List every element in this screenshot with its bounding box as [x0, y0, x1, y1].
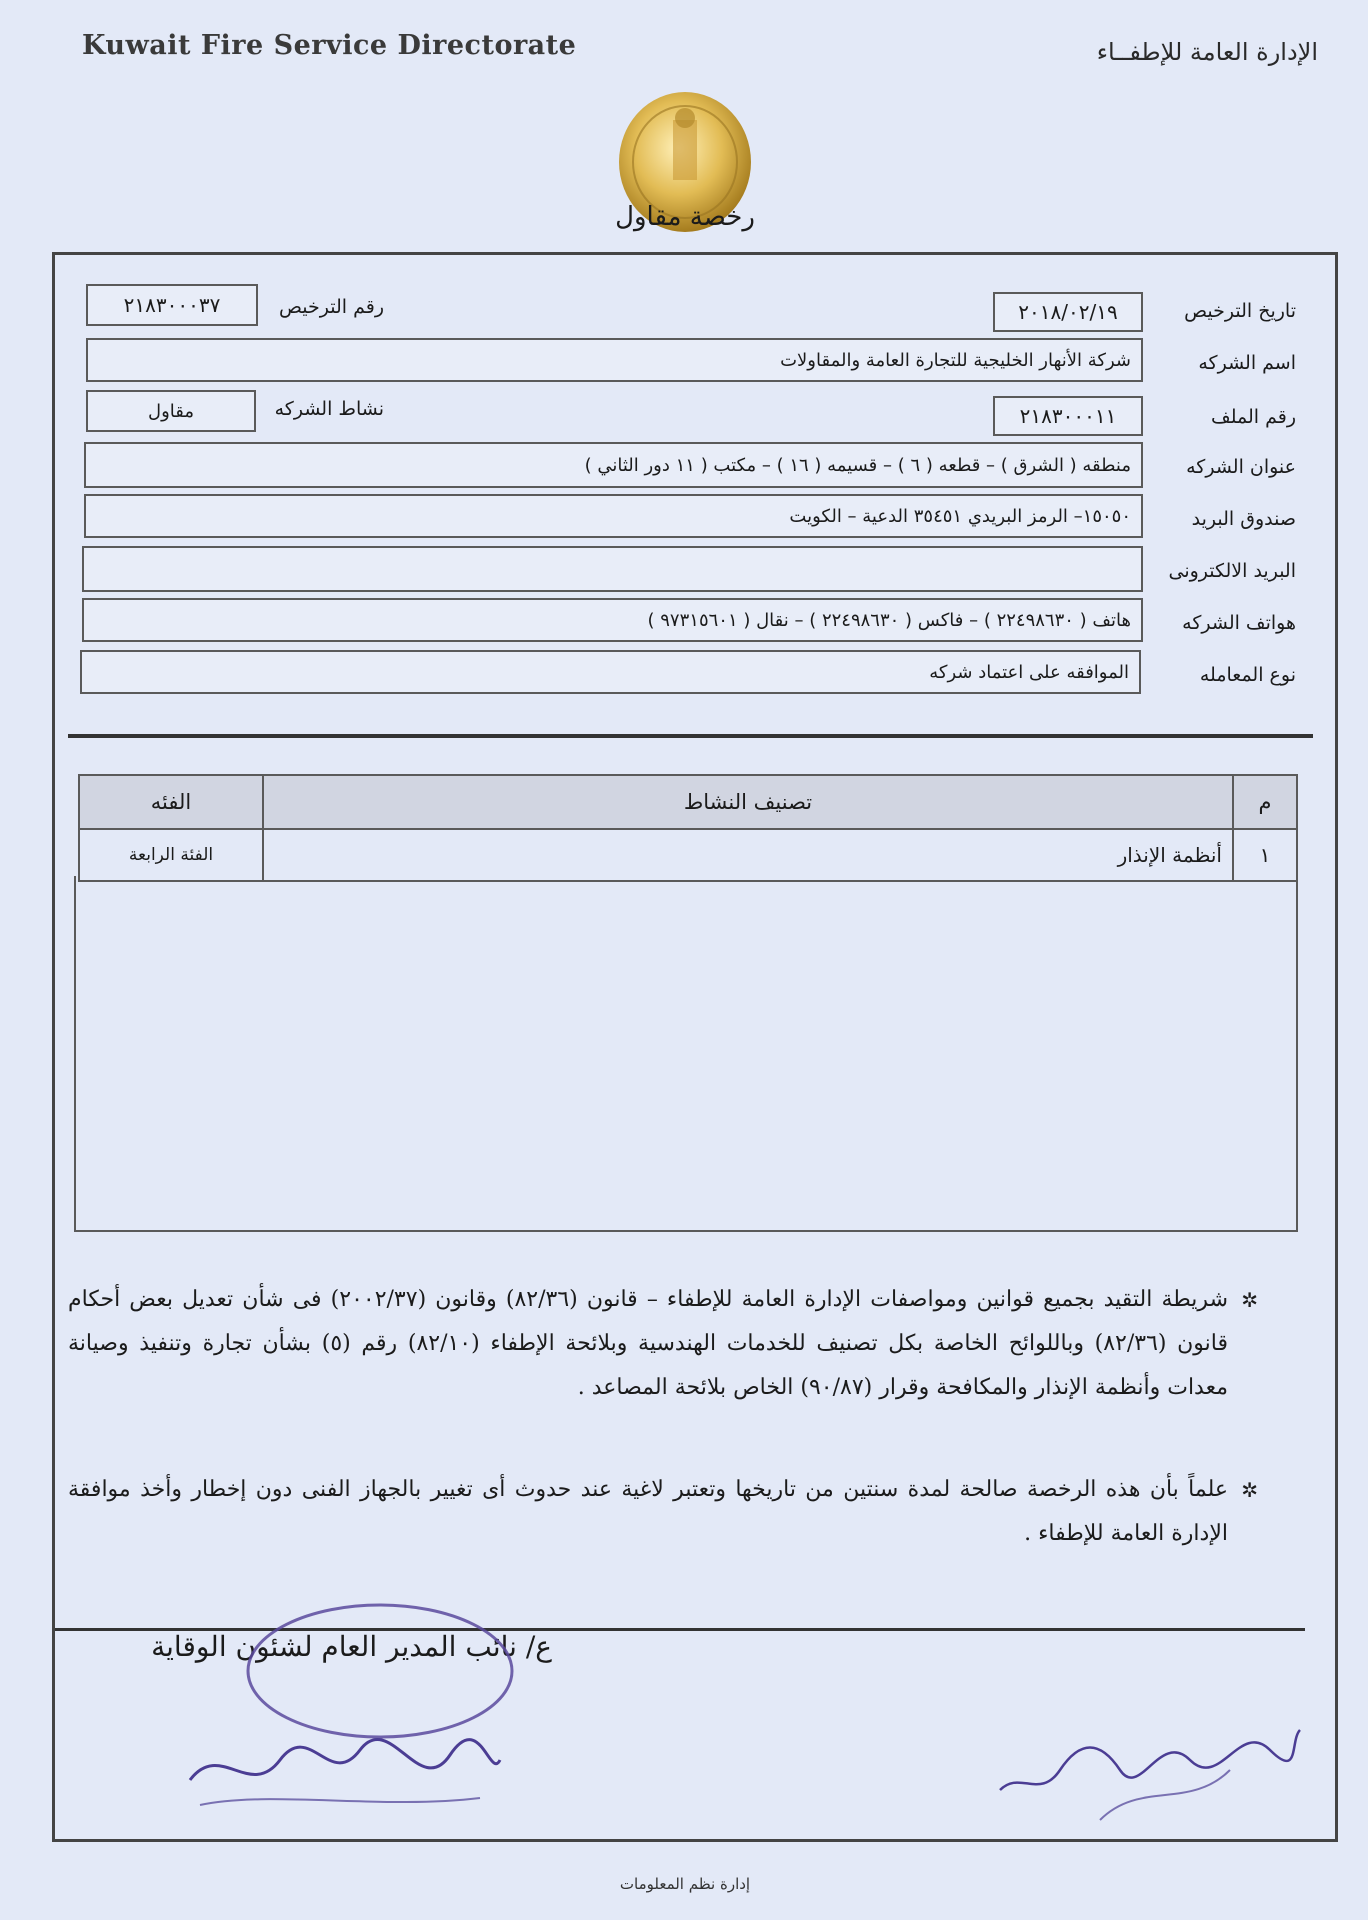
signature-prefix: ع/: [525, 1630, 552, 1663]
org-name-english: Kuwait Fire Service Directorate: [82, 30, 577, 61]
license-date-label: تاريخ الترخيص: [1184, 300, 1296, 322]
transaction-type-label: نوع المعامله: [1199, 664, 1296, 686]
note-text-2: علماً بأن هذه الرخصة صالحة لمدة سنتين من تاريخها وتعتبر لاغية عند حدوث أى تغيير بالجهاز الفنى دون إخطار وأخذ موافقة الإدارة العامة للإطفاء .: [68, 1477, 1228, 1546]
license-date-value: ٢٠١٨/٠٢/١٩: [993, 292, 1143, 332]
row-activity: أنظمة الإنذار: [263, 829, 1233, 881]
document-title: رخصة مقاول: [615, 202, 755, 232]
handwritten-date-signature: [990, 1710, 1310, 1830]
license-no-value: ٢١٨٣٠٠٠٣٧: [86, 284, 258, 326]
address-value: منطقه ( الشرق ) – قطعه ( ٦ ) – قسيمه ( ١٦ ) – مكتب ( ١١ دور الثاني ): [84, 442, 1143, 488]
company-activity-value: مقاول: [86, 390, 256, 432]
license-no-label: رقم الترخيص: [279, 296, 384, 318]
po-box-value: ١٥٠٥٠– الرمز البريدي ٣٥٤٥١ الدعية – الكويت: [84, 494, 1143, 538]
bullet-icon: ✲: [1241, 1478, 1258, 1502]
handwritten-signature-name: [180, 1720, 510, 1820]
file-no-value: ٢١٨٣٠٠٠١١: [993, 396, 1143, 436]
classification-table: [78, 774, 1298, 882]
footer-department: إدارة نظم المعلومات: [619, 1875, 751, 1893]
note-text-1: شريطة التقيد بجميع قوانين ومواصفات الإدارة العامة للإطفاء – قانون (٨٢/٣٦) وقانون (٢٠٠٢/٣٧) فى شأن تعديل بعض أحكام قانون (٨٢/٣٦) وباللوائح الخاصة بكل تصنيف للخدمات الهندسية وبلائحة الإطفاء (٨٢/١٠) رقم (٥) بشأن تجارة وتنفيذ وصيانة معدات وأنظمة الإنذار والمكافحة وقرار (٩٠/٨٧) الخاص بلائحة المصاعد .: [68, 1287, 1229, 1400]
note-paragraph-2: [68, 1468, 1258, 1556]
file-no-label: رقم الملف: [1211, 406, 1296, 428]
phones-label: هواتف الشركه: [1182, 612, 1296, 634]
section-divider: [68, 734, 1313, 738]
email-value: [82, 546, 1143, 592]
col-header-no: م: [1233, 775, 1297, 829]
note-paragraph-1: [68, 1278, 1258, 1410]
col-header-activity: تصنيف النشاط: [263, 775, 1233, 829]
bullet-icon: ✲: [1241, 1288, 1258, 1312]
phones-value: هاتف ( ٢٢٤٩٨٦٣٠ ) – فاكس ( ٢٢٤٩٨٦٣٠ ) – نقال ( ٩٧٣١٥٦٠١ ): [82, 598, 1143, 642]
table-header-row: [79, 775, 1297, 829]
row-category: الفئة الرابعة: [79, 829, 263, 881]
company-name-value: شركة الأنهار الخليجية للتجارة العامة والمقاولات: [86, 338, 1143, 382]
table-empty-area: [74, 876, 1298, 1232]
address-label: عنوان الشركه: [1186, 456, 1296, 478]
transaction-type-value: الموافقه على اعتماد شركه: [80, 650, 1141, 694]
company-activity-label: نشاط الشركه: [274, 398, 384, 420]
col-header-category: الفئه: [79, 775, 263, 829]
org-name-arabic: الإدارة العامة للإطفــاء: [1096, 38, 1318, 66]
row-no: ١: [1233, 829, 1297, 881]
po-box-label: صندوق البريد: [1191, 508, 1296, 530]
signatory-title-text: نائب المدير العام لشئون الوقاية: [151, 1630, 517, 1663]
email-label: البريد الالكترونى: [1168, 560, 1296, 582]
company-name-label: اسم الشركه: [1198, 352, 1296, 374]
table-row: [79, 829, 1297, 881]
